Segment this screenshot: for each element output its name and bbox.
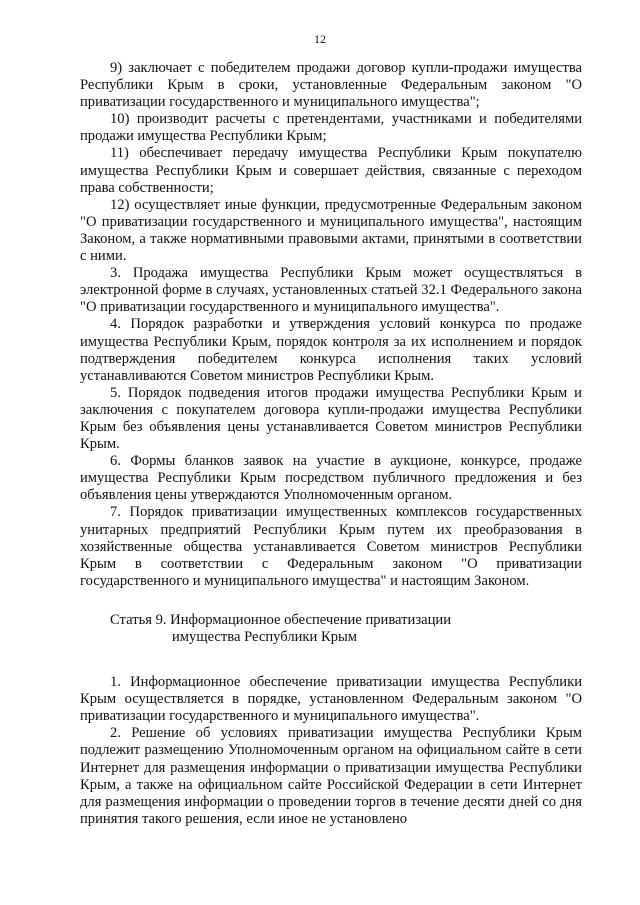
page-number: 12 xyxy=(314,32,326,46)
document-body xyxy=(80,60,582,828)
paragraph-section-4: 4. Порядок разработки и утверждения условий конкурса по продаже имущества Республики Крым, порядок контроля за их исполнением и порядок подтверждения победителем конкурса исполнения таких условий устанавливаются Советом министров Республики Крым. xyxy=(80,316,582,384)
paragraph-section-7: 7. Порядок приватизации имущественных комплексов государственных унитарных предприятий Республики Крым путем их преобразования в хозяйственные общества устанавливается Советом министров Республики Крым в соответствии с Федеральным законом "О приватизации государственного и муниципального имущества" и настоящим Законом. xyxy=(80,504,582,589)
paragraph-item-11: 11) обеспечивает передачу имущества Республики Крым покупателю имущества Республики Крым и совершает действия, связанные с переходом права собственности; xyxy=(80,145,582,196)
paragraph-item-10: 10) производит расчеты с претендентами, участниками и победителями продажи имущества Республики Крым; xyxy=(80,111,582,145)
paragraph-section-5: 5. Порядок подведения итогов продажи имущества Республики Крым и заключения с покупателем договора купли-продажи имущества Республики Крым без объявления цены устанавливается Советом министров Республики Крым. xyxy=(80,384,582,453)
paragraph-article9-section-2: 2. Решение об условиях приватизации имущества Республики Крым подлежит размещению Уполномоченным органом на официальном сайте в сети Интернет для размещения информации о приватизации имущества Республики Крым, а также на официальном сайте Российской Федерации в сети Интернет для размещения информации о проведении торгов в течение десяти дней со дня принятия такого решения, если иное не установлено xyxy=(80,725,582,827)
paragraph-section-6: 6. Формы бланков заявок на участие в аукционе, конкурсе, продаже имущества Республики Крым посредством публичного предложения и без объявления цены утверждаются Уполномоченным органом. xyxy=(80,453,582,504)
paragraph-section-3: 3. Продажа имущества Республики Крым может осуществляться в электронной форме в случаях, установленных статьей 32.1 Федерального закона "О приватизации государственного и муниципального имущества". xyxy=(80,265,582,316)
paragraph-article9-section-1: 1. Информационное обеспечение приватизации имущества Республики Крым осуществляется в порядке, установленном Федеральным законом "О приватизации государственного и муниципального имущества". xyxy=(80,674,582,725)
article-heading xyxy=(80,612,582,646)
paragraph-item-9: 9) заключает с победителем продажи договор купли-продажи имущества Республики Крым в сроки, установленные Федеральным законом "О приватизации государственного и муниципального имущества"; xyxy=(80,60,582,111)
paragraph-item-12: 12) осуществляет иные функции, предусмотренные Федеральным законом "О приватизации государственного и муниципального имущества", настоящим Законом, а также нормативными правовыми актами, принятыми в соответствии с ними. xyxy=(80,196,582,265)
article-heading-line2: имущества Республики Крым xyxy=(172,629,358,645)
article-heading-line1: Статья 9. Информационное обеспечение приватизации xyxy=(110,611,452,628)
